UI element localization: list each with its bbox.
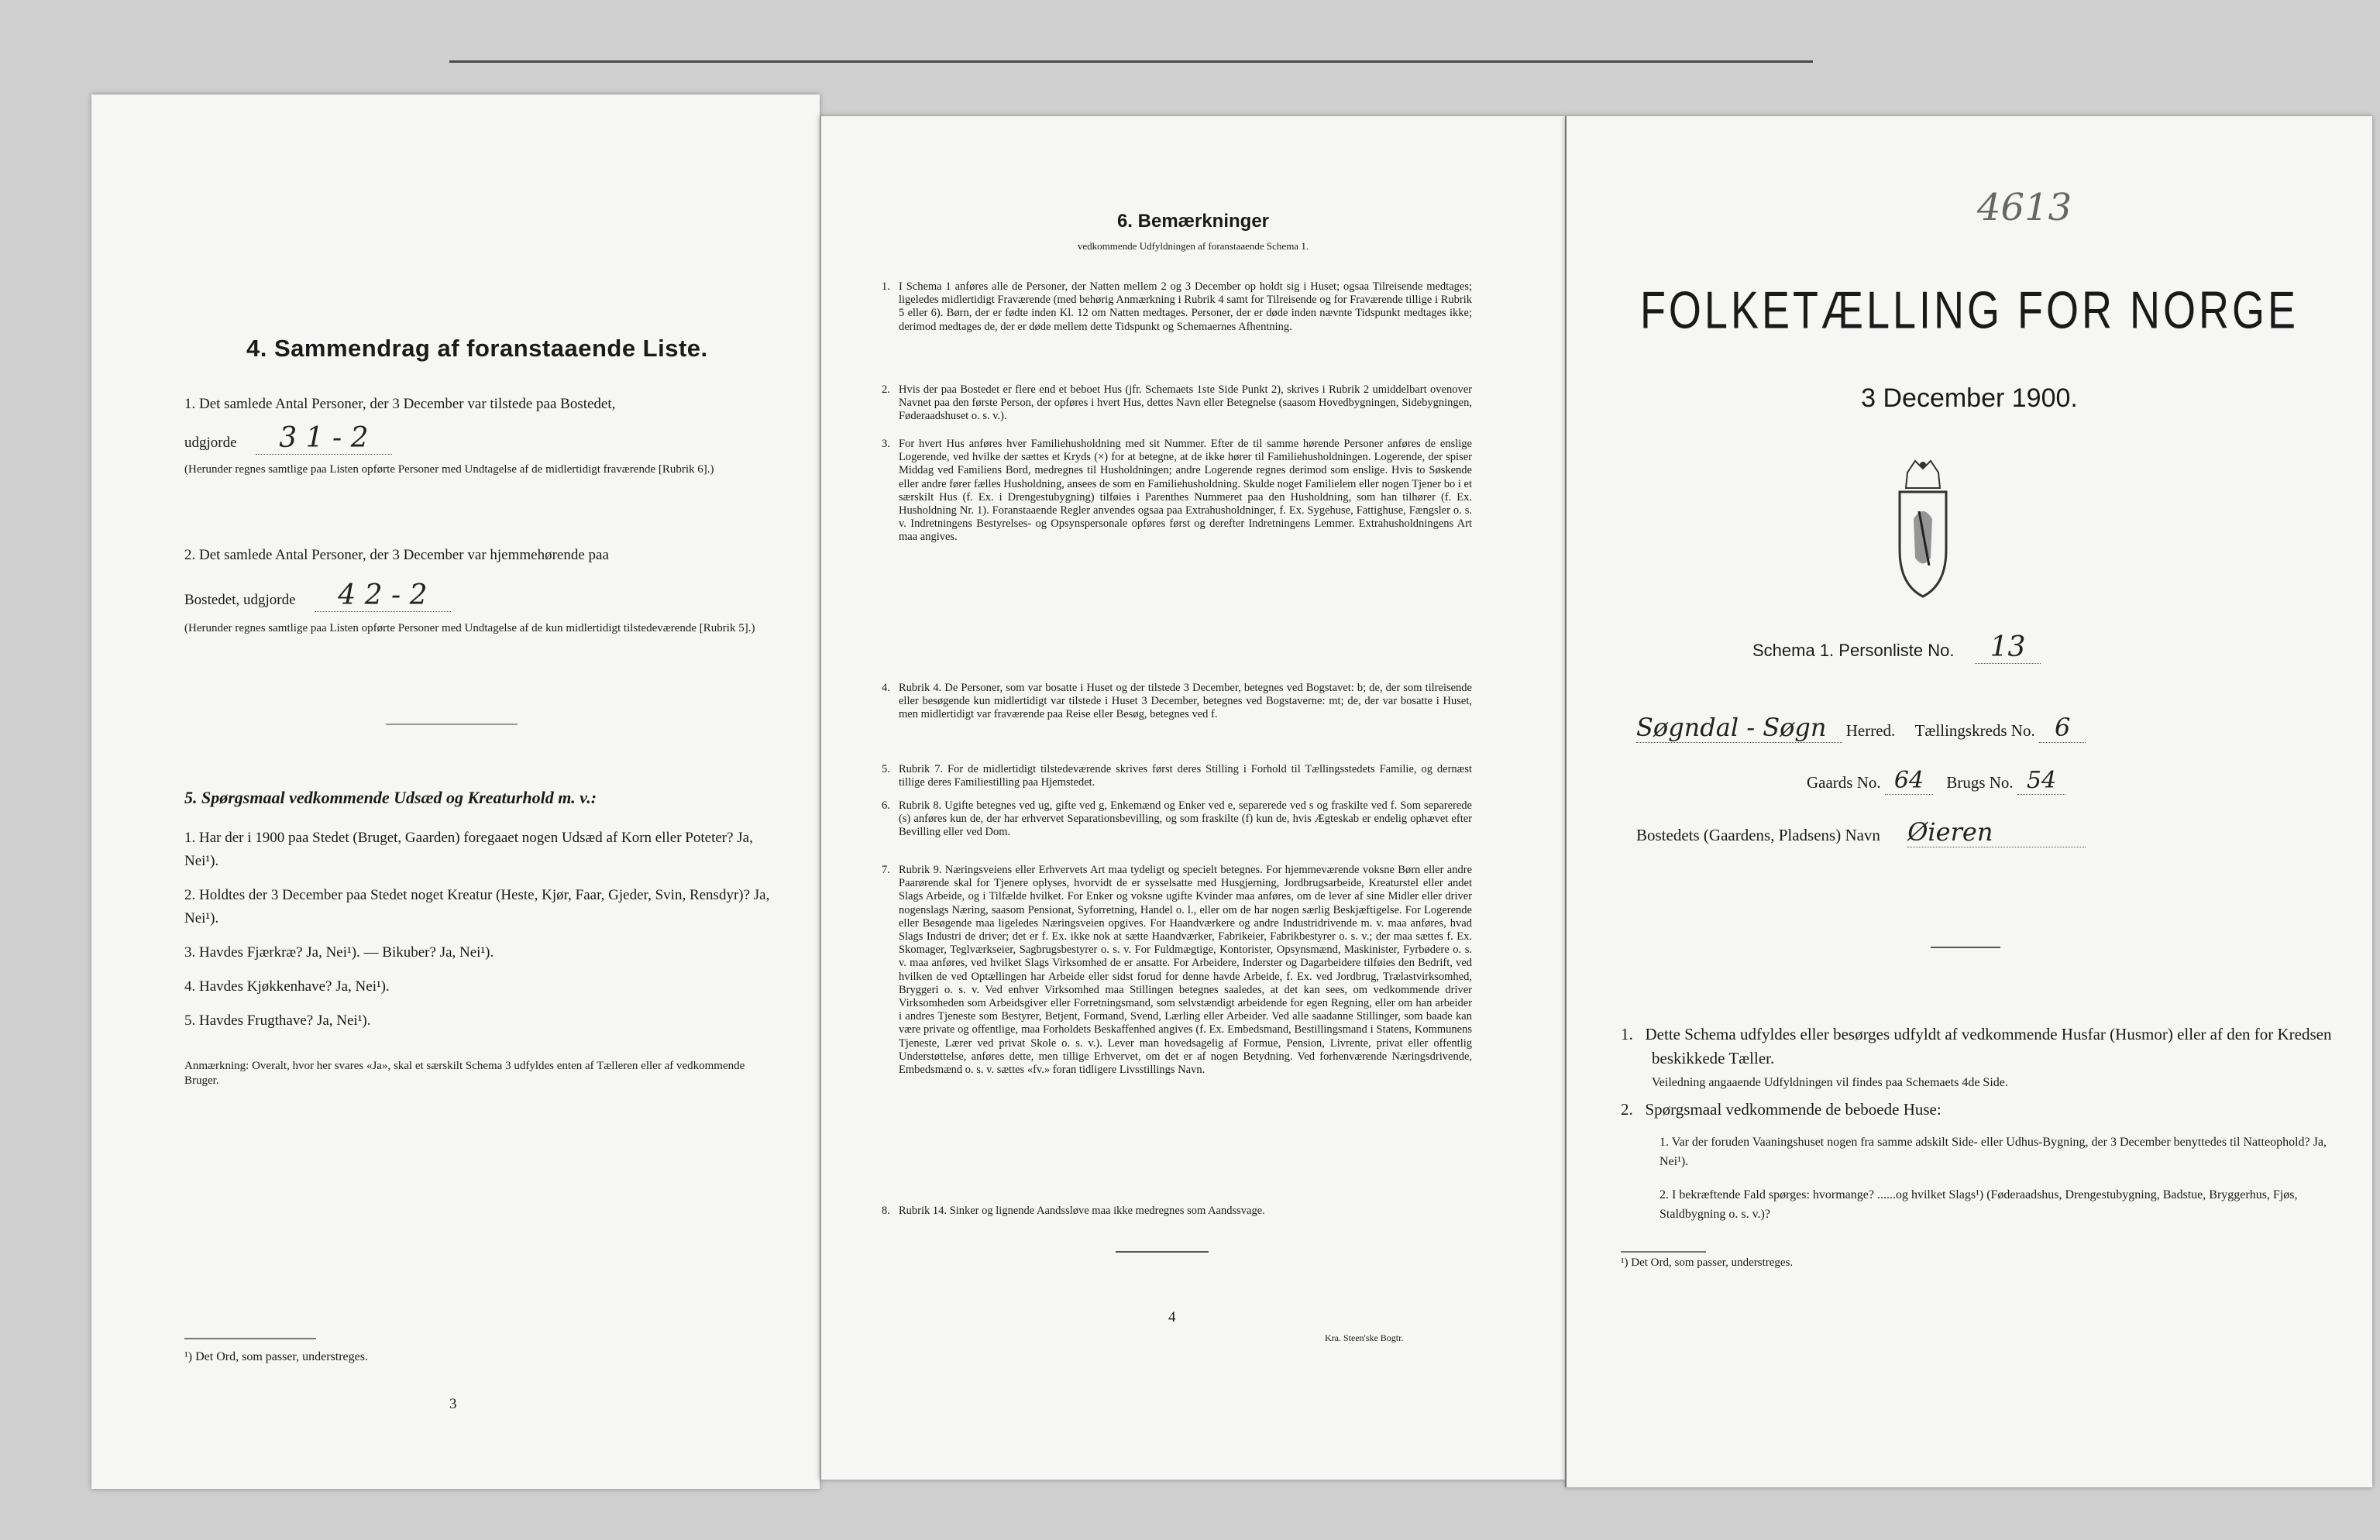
remark-text: Rubrik 7. For de midlertidigt tilstedeværende skrives først deres Stilling i Forhold til Tællingsstedets Familie, og dernæst tillige deres Familiestilling paa Hjemstedet. (899, 763, 1472, 789)
question-5-2: 2. Holdtes der 3 December paa Stedet noget Kreatur (Heste, Kjør, Faar, Gjeder, Svin, Rensdyr)? Ja, Nei¹). (184, 887, 770, 926)
gaards-value: 64 (1885, 767, 1933, 795)
remark-item (882, 438, 1472, 545)
coat-of-arms-icon (1884, 457, 1962, 604)
footnote: ¹) Det Ord, som passer, understreges. (1621, 1256, 1794, 1269)
q2-answer-row (184, 579, 773, 612)
remark-item (882, 763, 1472, 789)
kreds-value: 6 (2039, 713, 2086, 743)
brugs-label: Brugs No. (1946, 773, 2014, 792)
instruction-2: 2. Spørgsmaal vedkommende de beboede Huse: (1621, 1100, 1941, 1119)
bosted-label: Bostedets (Gaardens, Pladsens) Navn (1636, 826, 1880, 844)
remark-text: Hvis der paa Bostedet er flere end et beboet Hus (jfr. Schemaets 1ste Side Punkt 2), skrives i Rubrik 2 umiddelbart ovenover Navnet paa den første Person, der opføres i hvert Hus, dettes Navn eller Betegnelse (saasom Hovedbygningen, Sidebygningen, Føderaadshuset o. s. v.). (899, 383, 1472, 423)
remark-item (882, 864, 1472, 1077)
instructions (1621, 1023, 2334, 1224)
census-date: 3 December 1900. (1861, 383, 2078, 413)
instruction-1: 1. Dette Schema udfyldes eller besørges udfyldt af vedkommende Husfar (Husmor) eller af den for Kredsen beskikkede Tæller. (1621, 1025, 2332, 1067)
divider (1116, 1251, 1209, 1253)
instruction-2-text: Spørgsmaal vedkommende de beboede Huse: (1645, 1100, 1941, 1119)
remark-item (882, 383, 1472, 424)
remark-number: 3. (882, 438, 890, 450)
q1-label: udgjorde (184, 435, 237, 451)
brugs-value: 54 (2017, 767, 2065, 795)
question-2 (184, 544, 773, 636)
remark-text: I Schema 1 anføres alle de Personer, der Natten mellem 2 og 3 December op holdt sig i Huset; ogsaa Tilreisende medtages; ligeledes midlertidigt Fraværende (med behørig Anmærkning i Rubrik 4 samt for Tilreisende og for Fraværende tillige i Rubrik 5 eller 6). Børn, der er fødte inden Kl. 12 om Natten medtages. Personer, der er døde inden nævnte Tidspunkt medtages ikke; derimod medtages de, der er døde mellem dette Tidspunkt og Schemaernes Afhentning. (899, 280, 1472, 333)
right-page (1565, 116, 2372, 1487)
form-title: FOLKETÆLLING FOR NORGE (1639, 281, 2299, 340)
anmaerkning: Anmærkning: Overalt, hvor her svares «Ja», skal et særskilt Schema 3 udfyldes enten af Tælleren eller af vedkommende Bruger. (184, 1060, 745, 1087)
q1-line: 1. Det samlede Antal Personer, der 3 December var tilstede paa Bostedet, (184, 396, 616, 412)
herred-row (1636, 713, 2326, 742)
remark-text: For hvert Hus anføres hver Familiehusholdning med sit Nummer. Efter de til samme hørende Personer anføres de enslige Logerende, ved hvilke der sættes et Kryds (×) for at betegne, at de ikke hører til Familiehusholdningen. Logerende, der spiser Middag ved Familiens Bord, medregnes til Husholdningen; andre Logerende regnes derimod som enslige. Hvis to Søskende eller andre fører fælles Husholdning, ansees de som en Familiehusholdning. Skulde noget Familielem eller nogen Tjener bo i et særskilt Hus (f. Ex. i Drengestubygning) tilføies i Parenthes Nummeret paa den Husholdning, som han tilhører (f. Ex. Husholdning Nr. 1). Foranstaaende Regler anvendes ogsaa paa Extrahusholdninger, f. Ex. Sygehuse, Fattighuse, Fængsler o. s. v. Indretningens Bestyrelses- og Opsynspersonale opføres først og derefter Indretningens Lemmer. Extrahusholdningens Art maa angives. (899, 438, 1472, 544)
q2-handwritten-value: 4 2 - 2 (315, 579, 450, 612)
q2-line: 2. Det samlede Antal Personer, der 3 December var hjemmehørende paa (184, 547, 609, 563)
schema-number: 13 (1975, 631, 2041, 664)
left-page (91, 95, 820, 1489)
remark-number: 6. (882, 799, 890, 812)
question-list-5 (184, 827, 773, 1043)
remark-number: 4. (882, 682, 890, 694)
instruction-2-1: 1. Var der foruden Vaaningshuset nogen fra samme adskilt Side- eller Udhus-Bygning, der 3 December benyttedes til Natteophold? Ja, Nei¹). (1659, 1136, 2327, 1168)
section-5-heading: 5. Spørgsmaal vedkommende Udsæd og Kreaturhold m. v.: (184, 788, 597, 807)
instruction-1-text: Dette Schema udfyldes eller besørges udfyldt af vedkommende Husfar (Husmor) eller af den for Kredsen beskikkede Tæller. (1645, 1025, 2332, 1067)
divider (1931, 947, 2000, 948)
top-edge-line (449, 60, 1813, 63)
bosted-row (1636, 817, 2086, 847)
schema-label: Schema 1. Personliste No. (1752, 641, 1955, 660)
gaards-label: Gaards No. (1807, 773, 1881, 792)
question-5-1: 1. Har der i 1900 paa Stedet (Bruget, Gaarden) foregaaet nogen Udsæd af Korn eller Poteter? Ja, Nei¹). (184, 830, 753, 869)
remark-number: 8. (882, 1205, 890, 1217)
question-5-5: 5. Havdes Frugthave? Ja, Nei¹). (184, 1012, 371, 1029)
page-number: 3 (449, 1396, 457, 1412)
instruction-1-note: Veiledning angaaende Udfyldningen vil findes paa Schemaets 4de Side. (1652, 1076, 2008, 1089)
herred-value: Søgndal - Søgn (1636, 713, 1842, 743)
remark-text: Rubrik 8. Ugifte betegnes ved ug, gifte ved g, Enkemænd og Enker ved e, separerede ved s og fraskilte ved f. Som separerede (s) anføres kun de, der har erhvervet Separationsbevilling, og som fraskilte (f) kun de, hvis Ægteskab er endelig ophævet efter Bevilling eller ved Dom. (899, 799, 1472, 839)
remark-item (882, 799, 1472, 840)
remark-item (882, 280, 1472, 334)
middle-page (820, 116, 1565, 1480)
remark-item (882, 1205, 1472, 1218)
remark-number: 2. (882, 383, 890, 396)
printer-mark: Kra. Steen'ske Bogtr. (1325, 1332, 1404, 1343)
q1-answer-row (184, 422, 773, 455)
footnote-rule (1621, 1251, 1706, 1253)
question-5-4: 4. Havdes Kjøkkenhave? Ja, Nei¹). (184, 978, 390, 995)
section-4-heading: 4. Sammendrag af foranstaaende Liste. (246, 335, 708, 362)
question-5-3: 3. Havdes Fjærkræ? Ja, Nei¹). — Bikuber? Ja, Nei¹). (184, 944, 494, 961)
pencil-number: 4613 (1977, 186, 2072, 229)
section-6-subheading: vedkommende Udfyldningen af foranstaaende Schema 1. (1077, 240, 1309, 252)
bosted-value: Øieren (1907, 817, 2086, 847)
q2-note: (Herunder regnes samtlige paa Listen opførte Personer med Undtagelse af de kun midlertidigt tilstedeværende [Rubrik 5].) (184, 622, 755, 634)
footnote: ¹) Det Ord, som passer, understreges. (184, 1350, 368, 1363)
divider (386, 724, 518, 725)
gaards-row (1807, 767, 2065, 794)
remark-text: Rubrik 9. Næringsveiens eller Erhvervets Art maa tydeligt og specielt betegnes. For hjemmeværende voksne Børn eller andre Paarørende skal for Tjenere oplyses, hvorvidt de er sysselsatte med Husgjerning, Jordbrugsarbeide, Kreaturstel eller andet Slags Arbeide, og i Tilfælde hvilket. For Enker og voksne ugifte Kvinder maa anføres, om de lever af sine Midler eller driver nogenslags Næring, saasom Pensionat, Syforretning, Handel o. l., eller om de har nogen særlig Beskjæftigelse. For Logerende eller Besøgende maa ligeledes Næringsveien opgives. For Haandværkere og andre Industridrivende m. v. maa anføres, hvad Slags Industri de driver; det er f. Ex. ikke nok at sætte Haandværker, Fabrikeier, Fabrikbestyrer o. s. v.; der maa sættes f. Ex. Skomager, Teglværkseier, Sagbrugsbestyrer o. s. v. For Fuldmægtige, Kontorister, Opsynsmænd, Maskinister, Fyrbødere o. s. v. maa anføres, ved hvilket Slags Virksomhed de er ansatte. For Arbeidere, Inderster og Dagarbeidere tilføies den Bedrift, ved hvilken de ved Optællingen har Arbeide eller sidst forud for denne havde Arbeide, f. Ex. ved Jordbrug, Trælastvirksomhed, Bryggeri o. s. v. Ved enhver Virksomhed maa Stillingen betegnes saaledes, at det kan sees, om vedkommende driver Virksomheden som Arbeidsgiver eller Forretningsmand, som selvstændigt arbeidende for egen Regning, eller om han arbeider i andres Tjeneste som Bestyrer, Betjent, Formand, Svend, Lærling eller Arbeider. Ved alle saadanne Stillinger, som baade kan være private og offentlige, maa Forholdets Beskaffenhed angives (f. Ex. Embedsmand, Bestillingsmand i Statens, Kommunens Tjeneste, Lærer ved privat Skole o. s. v.). Lever man hovedsagelig af Formue, Pension, Livrente, privat eller offentlig Understøttelse, anføres dette, men tillige Erhvervet, om det er af nogen Betydning. Ved forhenværende Næringsdrivende, Embedsmænd o. s. v. sættes «fv.» foran tidligere Livsstillings Navn. (899, 864, 1472, 1077)
kreds-label: Tællingskreds No. (1914, 721, 2035, 740)
schema-row (1752, 631, 2041, 663)
section-6-heading: 6. Bemærkninger (1116, 211, 1270, 232)
q2-label: Bostedet, udgjorde (184, 592, 296, 608)
page-number: 4 (1168, 1309, 1176, 1325)
herred-label: Herred. (1845, 721, 1896, 740)
remark-number: 1. (882, 280, 890, 293)
remark-text: Rubrik 4. De Personer, som var bosatte i Huset og der tilstede 3 December, betegnes ved Bogstavet: b; de, der som tilreisende eller besøgende kun midlertidigt var tilstede i Huset 3 December, betegnes ved Bogstaverne: mt; de, der var bosatte i Huset, men midlertidigt var fraværende paa Reise eller Besøg, betegnes ved f. (899, 682, 1472, 721)
question-1 (184, 393, 773, 477)
remark-number: 5. (882, 763, 890, 775)
q1-handwritten-value: 3 1 - 2 (256, 422, 391, 455)
footnote-rule (184, 1338, 316, 1339)
remark-text: Rubrik 14. Sinker og lignende Aandssløve maa ikke medregnes som Aandssvage. (899, 1205, 1265, 1217)
q1-note: (Herunder regnes samtlige paa Listen opførte Personer med Undtagelse af de midlertidigt fraværende [Rubrik 6].) (184, 463, 714, 476)
instruction-2-2: 2. I bekræftende Fald spørges: hvormange? ......og hvilket Slags¹) (Føderaadshus, Drengestubygning, Badstue, Bryggerhus, Fjøs, Staldbygning o. s. v.)? (1659, 1188, 2298, 1221)
remark-number: 7. (882, 864, 890, 876)
remark-item (882, 682, 1472, 722)
